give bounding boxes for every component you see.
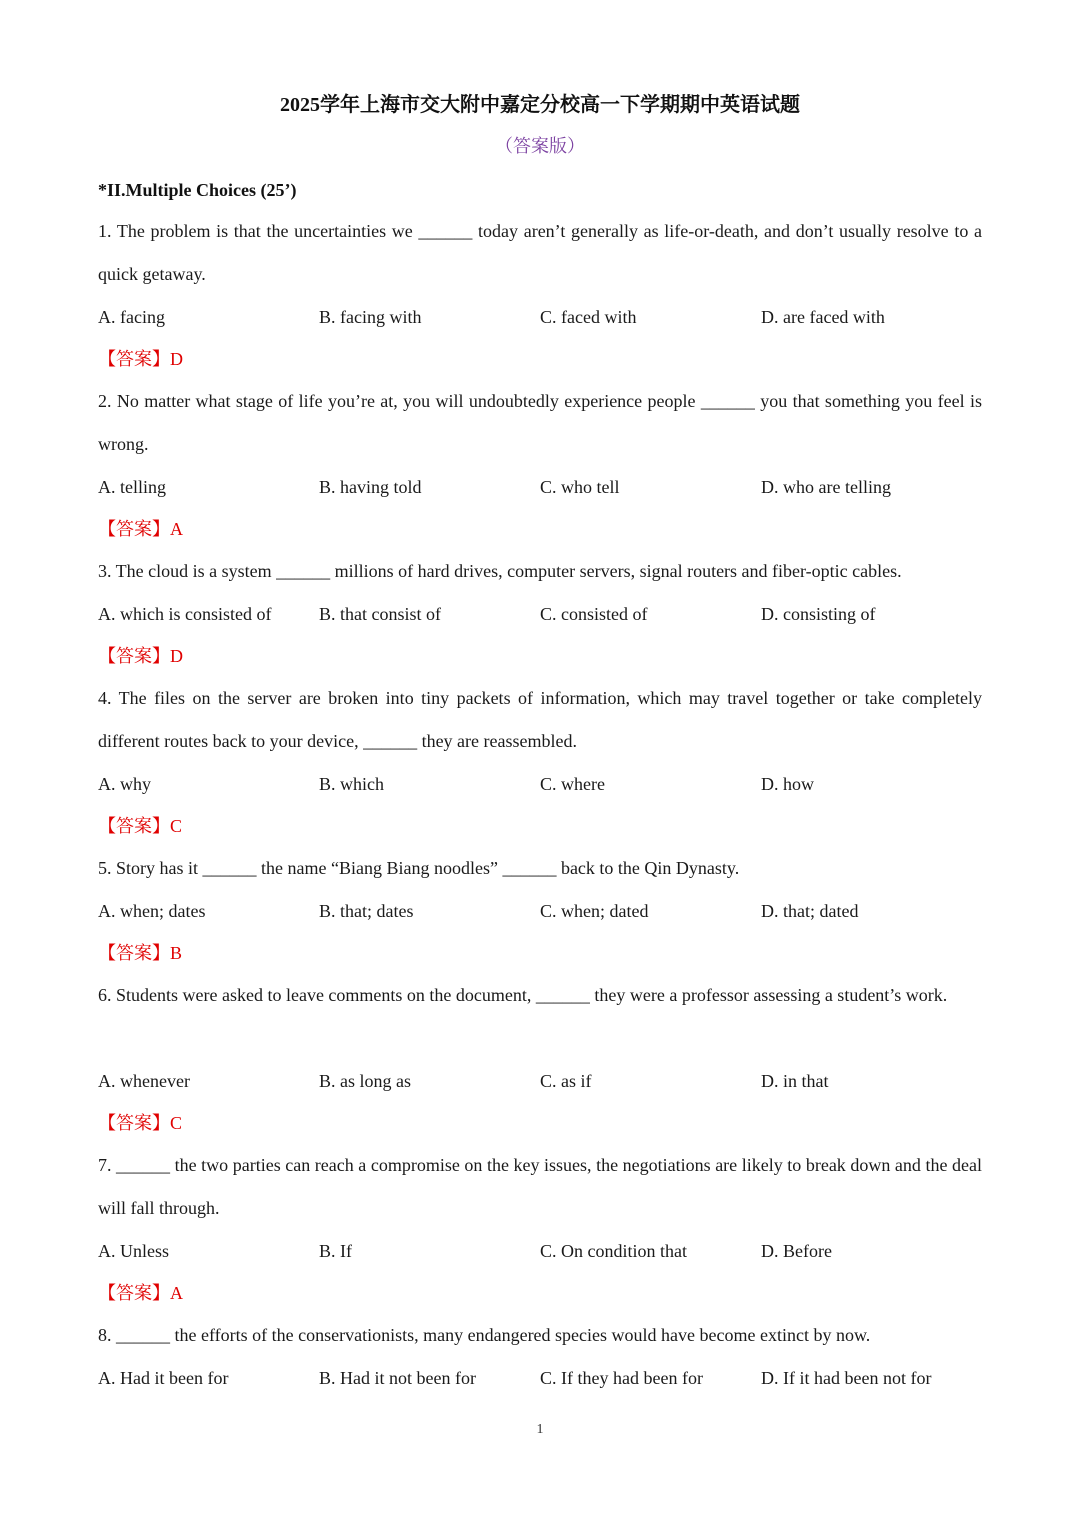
option-a: A. Unless bbox=[98, 1241, 169, 1261]
question-8-stem: 8. ______ the efforts of the conservationists, many endangered species would have become extinct by now. bbox=[98, 1325, 871, 1345]
option-c: C. consisted of bbox=[540, 604, 648, 624]
question-7-stem: 7. ______ the two parties can reach a compromise on the key issues, the negotiations are likely to break down and the deal will fall through. bbox=[98, 1155, 982, 1218]
question-5-stem: 5. Story has it ______ the name “Biang Biang noodles” ______ back to the Qin Dynasty. bbox=[98, 858, 740, 878]
option-a: A. Had it been for bbox=[98, 1368, 229, 1388]
question-6-stem: 6. Students were asked to leave comments on the document, ______ they were a professor assessing a student’s work. bbox=[98, 985, 948, 1005]
question-5-options bbox=[98, 896, 982, 926]
option-b: B. having told bbox=[319, 477, 422, 497]
question-4-stem: 4. The files on the server are broken into tiny packets of information, which may travel together or take completely different routes back to your device, ______ they are reassembled. bbox=[98, 688, 982, 751]
option-c: C. as if bbox=[540, 1071, 592, 1091]
document-subtitle: （答案版） bbox=[495, 136, 585, 156]
page-number: 1 bbox=[536, 1422, 544, 1437]
option-b: B. If bbox=[319, 1241, 352, 1261]
option-c: C. If they had been for bbox=[540, 1368, 703, 1388]
option-a: A. when; dates bbox=[98, 901, 206, 921]
option-b: B. that consist of bbox=[319, 604, 441, 624]
option-d: D. in that bbox=[761, 1071, 829, 1091]
question-3-answer: 【答案】D bbox=[98, 646, 183, 666]
option-b: B. facing with bbox=[319, 307, 422, 327]
question-3-options bbox=[98, 599, 982, 629]
question-2-options bbox=[98, 472, 982, 502]
option-b: B. which bbox=[319, 774, 384, 794]
question-6-options bbox=[98, 1066, 982, 1096]
option-c: C. On condition that bbox=[540, 1241, 687, 1261]
option-d: D. how bbox=[761, 774, 814, 794]
question-1-answer: 【答案】D bbox=[98, 349, 183, 369]
option-c: C. who tell bbox=[540, 477, 620, 497]
question-2-answer: 【答案】A bbox=[98, 519, 183, 539]
question-7-options bbox=[98, 1236, 982, 1266]
option-c: C. when; dated bbox=[540, 901, 649, 921]
question-1-stem: 1. The problem is that the uncertainties we ______ today aren’t generally as life-or-death, and don’t usually resolve to a quick getaway. bbox=[98, 221, 982, 284]
option-d: D. consisting of bbox=[761, 604, 876, 624]
option-d: D. are faced with bbox=[761, 307, 885, 327]
question-2-stem: 2. No matter what stage of life you’re at, you will undoubtedly experience people ______ you that something you feel is wrong. bbox=[98, 391, 982, 454]
option-d: D. Before bbox=[761, 1241, 832, 1261]
option-b: B. as long as bbox=[319, 1071, 411, 1091]
option-a: A. facing bbox=[98, 307, 165, 327]
option-a: A. which is consisted of bbox=[98, 604, 272, 624]
question-5-answer: 【答案】B bbox=[98, 943, 183, 963]
question-6-answer: 【答案】C bbox=[98, 1113, 183, 1133]
option-a: A. why bbox=[98, 774, 151, 794]
document-title: 2025学年上海市交大附中嘉定分校高一下学期期中英语试题 bbox=[280, 94, 800, 116]
option-a: A. telling bbox=[98, 477, 166, 497]
question-8-options bbox=[98, 1363, 982, 1393]
question-4-options bbox=[98, 769, 982, 799]
option-b: B. that; dates bbox=[319, 901, 414, 921]
option-c: C. where bbox=[540, 774, 605, 794]
question-7-answer: 【答案】A bbox=[98, 1283, 183, 1303]
option-a: A. whenever bbox=[98, 1071, 190, 1091]
option-c: C. faced with bbox=[540, 307, 637, 327]
question-4-answer: 【答案】C bbox=[98, 816, 183, 836]
question-3-stem: 3. The cloud is a system ______ millions of hard drives, computer servers, signal routers and fiber-optic cables. bbox=[98, 561, 902, 581]
section-heading: *II.Multiple Choices (25’) bbox=[98, 180, 297, 200]
option-d: D. who are telling bbox=[761, 477, 891, 497]
option-d: D. that; dated bbox=[761, 901, 859, 921]
option-d: D. If it had been not for bbox=[761, 1368, 932, 1388]
question-1-options bbox=[98, 302, 982, 332]
option-b: B. Had it not been for bbox=[319, 1368, 476, 1388]
